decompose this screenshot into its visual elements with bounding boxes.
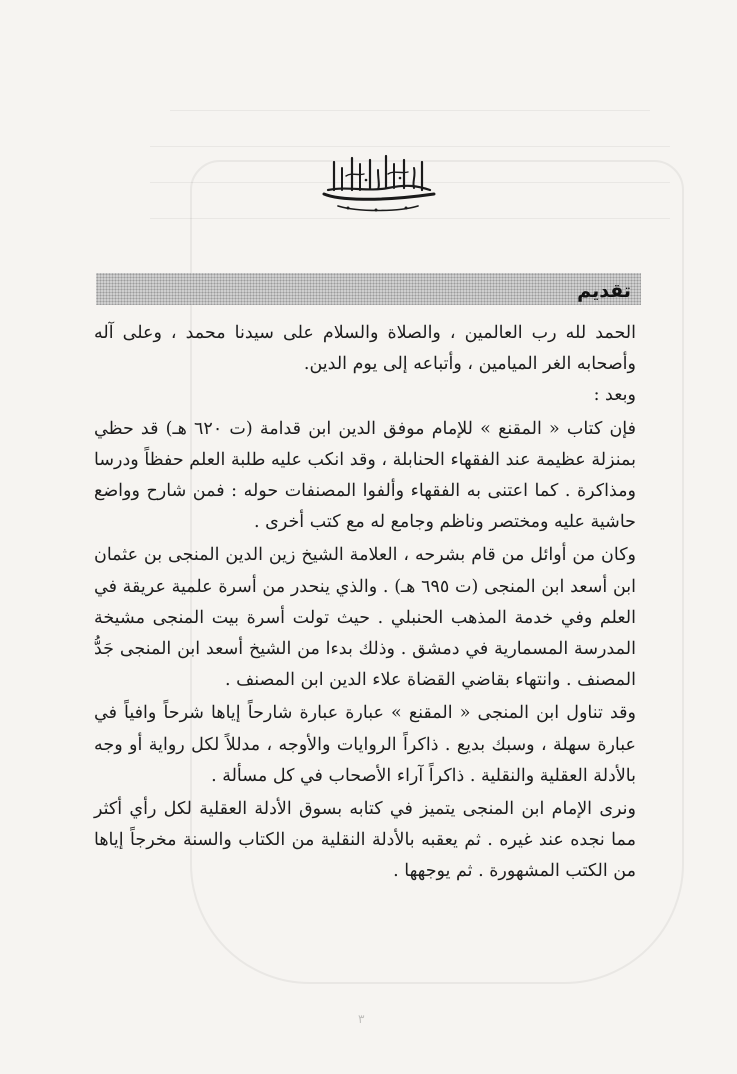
page-number: ٣ [358,1012,365,1026]
section-heading: تقديم [577,280,631,302]
bleed-through-line [150,218,670,219]
paragraph: وكان من أوائل من قام بشرحه ، العلامة الشيخ زين الدين المنجى بن عثمان ابن أسعد ابن المنجى (ت ٦٩٥ هـ) . والذي ينحدر من أسرة علمية عريقة في العلم وفي خدمة المذهب الحنبلي . حيث تولت أسرة بيت المنجى مشيخة المدرسة المسمارية في دمشق . وذلك بدءا من الشيخ أسعد ابن المنجى جَدُّ المصنف . وانتهاء بقاضي القضاة علاء الدين ابن المصنف . [94,545,637,691]
paragraph: وبعد : [593,385,636,406]
bleed-through-line [150,146,670,147]
body-text [94,318,636,888]
paragraph: فإن كتاب « المقنع » للإمام موفق الدين ابن قدامة (ت ٦٢٠ هـ) قد حظي بمنزلة عظيمة عند الفقهاء الحنابلة ، وقد انكب عليه طلبة العلم حفظاً ودرسا ومذاكرة . كما اعتنى به الفقهاء وألفوا المصنفات حوله : فمن شارح وواضع حاشية عليه ومختصر وناظم وجامع له مع كتب أخرى . [94,418,637,533]
paragraph: الحمد لله رب العالمين ، والصلاة والسلام على سيدنا محمد ، وعلى آله وأصحابه الغر الميامين ، وأتباعه إلى يوم الدين. [94,323,636,375]
basmala-calligraphy [318,150,440,216]
bleed-through-line [170,110,650,111]
paragraph: وقد تناول ابن المنجى « المقنع » عبارة عبارة شارحاً إياها شرحاً وافياً في عبارة سهلة ، وسبك بديع . ذاكراً الروايات والأوجه ، مدللاً لكل رواية أو وجه بالأدلة العقلية والنقلية . ذاكراً آراء الأصحاب في كل مسألة . [94,703,636,786]
section-heading-bar [96,273,641,305]
paragraph: ونرى الإمام ابن المنجى يتميز في كتابه بسوق الأدلة العقلية لكل رأي أكثر مما نجده عند غيره . ثم يعقبه بالأدلة النقلية من الكتاب والسنة مخرجاً إياها من الكتب المشهورة . ثم يوجهها . [94,799,636,882]
